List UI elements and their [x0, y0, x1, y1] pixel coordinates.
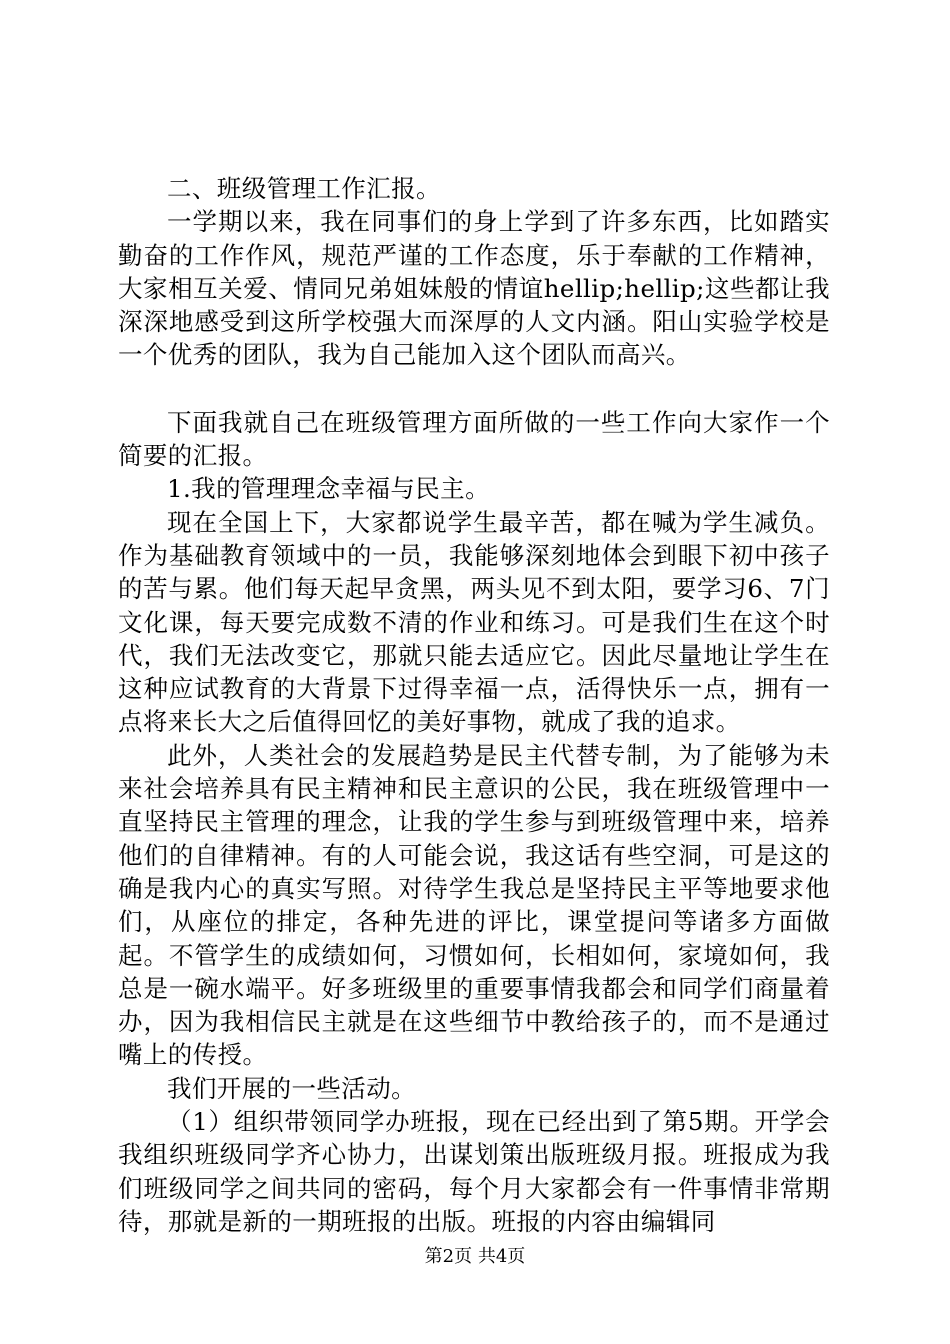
- subheading-management-philosophy: 1.我的管理理念幸福与民主。: [167, 474, 490, 504]
- paragraph-class-newspaper: （1）组织带领同学办班报，现在已经出到了第5期。开学会我组织班级同学齐心协力，出谋划策出版班级月报。班报成为我们班级同学之间共同的密码，每个月大家都会有一件事情非常期待，那就是新的一期班报的出版。班报的内容由编辑同: [118, 1107, 830, 1236]
- paragraph-democracy: 此外，人类社会的发展趋势是民主代替专制，为了能够为未来社会培养具有民主精神和民主意识的公民，我在班级管理中一直坚持民主管理的理念，让我的学生参与到班级管理中来，培养他们的自律精神。有的人可能会说，我这话有些空洞，可是这的确是我内心的真实写照。对待学生我总是坚持民主平等地要求他们，从座位的排定，各种先进的评比，课堂提问等诸多方面做起。不管学生的成绩如何，习惯如何，长相如何，家境如何，我总是一碗水端平。好多班级里的重要事情我都会和同学们商量着办，因为我相信民主就是在这些细节中教给孩子的，而不是通过嘴上的传授。: [118, 740, 830, 1070]
- paragraph-summary-lead: 下面我就自己在班级管理方面所做的一些工作向大家作一个简要的汇报。: [118, 407, 830, 471]
- subheading-activities: 我们开展的一些活动。: [167, 1073, 416, 1103]
- section-heading: 二、班级管理工作汇报。: [167, 174, 441, 203]
- page-number-footer: 第2页 共4页: [424, 1246, 526, 1267]
- document-body: [118, 172, 830, 1238]
- paragraph-intro: 一学期以来，我在同事们的身上学到了许多东西，比如踏实勤奋的工作作风，规范严谨的工作态度，乐于奉献的工作精神，大家相互关爱、情同兄弟姐妹般的情谊hellip;hellip;这些都让我深深地感受到这所学校强大而深厚的人文内涵。阳山实验学校是一个优秀的团队，我为自己能加入这个团队而高兴。: [118, 207, 830, 370]
- paragraph-happiness: 现在全国上下，大家都说学生最辛苦，都在喊为学生减负。作为基础教育领域中的一员，我能够深刻地体会到眼下初中孩子的苦与累。他们每天起早贪黑，两头见不到太阳，要学习6、7门文化课，每天要完成数不清的作业和练习。可是我们生在这个时代，我们无法改变它，那就只能去适应它。因此尽量地让学生在这种应试教育的大背景下过得幸福一点，活得快乐一点，拥有一点将来长大之后值得回忆的美好事物，就成了我的追求。: [118, 507, 830, 737]
